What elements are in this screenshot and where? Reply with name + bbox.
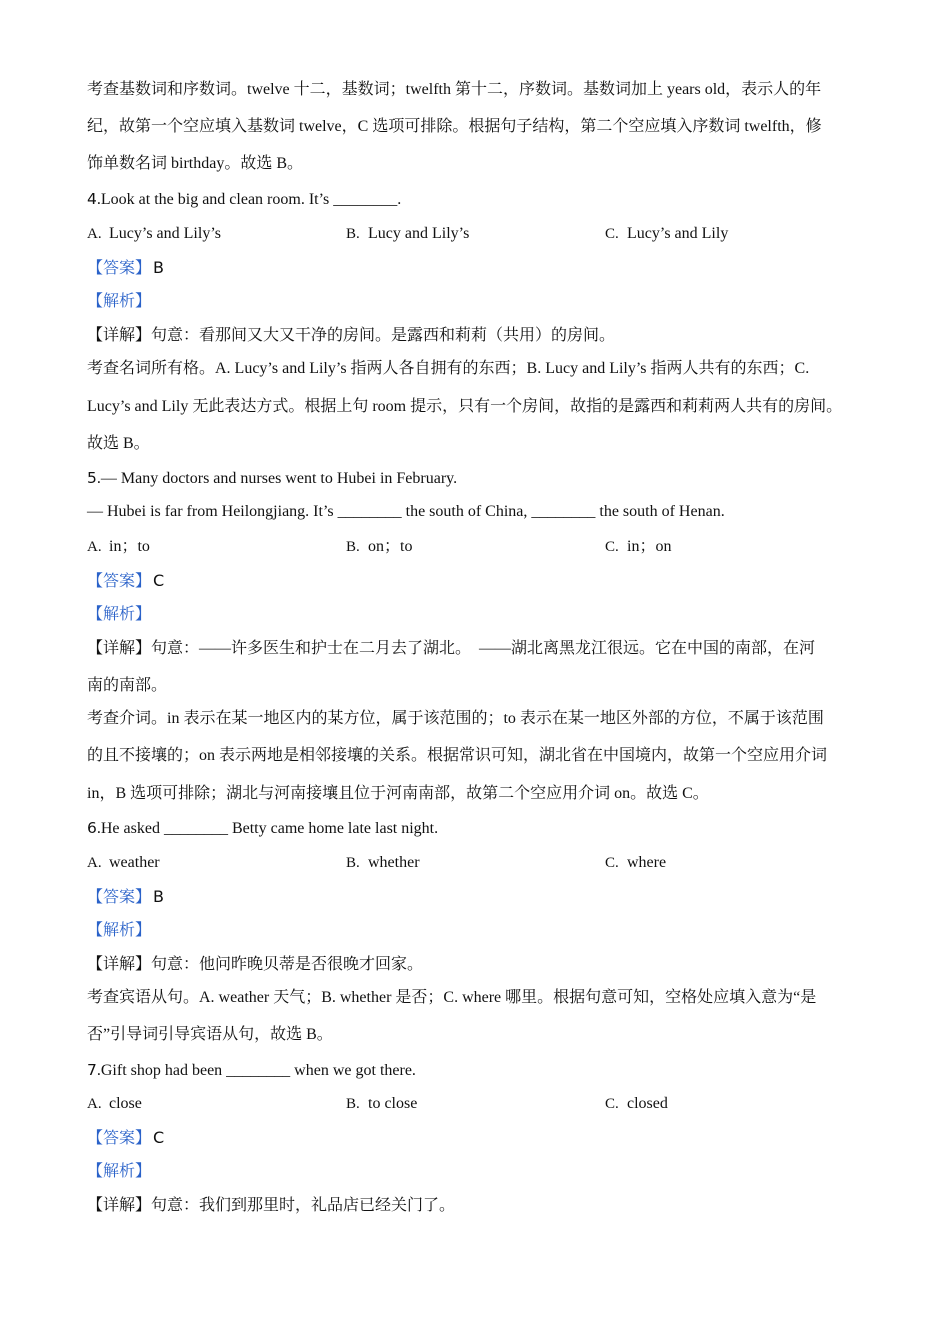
option-text: on；to: [368, 538, 413, 555]
answer-value: B: [153, 258, 164, 277]
question-5-stem-2: — Hubei is far from Heilongjiang. It’s ________ the south of China, ________ the south of Henan.: [87, 503, 725, 520]
option-text: in；on: [627, 538, 672, 555]
question-number: 4: [87, 190, 97, 208]
option-a: [87, 853, 160, 873]
option-c: [605, 537, 671, 557]
question-5-stem: [87, 468, 457, 489]
question-6-stem: [87, 818, 438, 839]
detail-line-7: [87, 1196, 455, 1216]
explain-6-line-2: 否”引导词引导宾语从句，故选 B。: [87, 1026, 333, 1043]
question-text: .— Many doctors and nurses went to Hubei in February.: [96, 470, 458, 487]
option-text: Lucy’s and Lily’s: [109, 225, 221, 242]
explain-5-line-2: 的且不接壤的；on 表示两地是相邻接壤的关系。根据常识可知，湖北省在中国境内，故第一个空应用介词: [87, 747, 828, 764]
answer-line-4: [87, 258, 164, 279]
option-text: in；to: [109, 538, 150, 555]
question-4-stem: [87, 189, 401, 210]
detail-label: 【详解】: [87, 640, 152, 657]
explain-6-line-1: 考查宾语从句。A. weather 天气；B. whether 是否；C. where 哪里。根据句意可知，空格处应填入意为“是: [87, 989, 817, 1006]
option-b: [346, 853, 420, 873]
answer-label: 【答案】: [87, 260, 152, 277]
detail-label: 【详解】: [87, 327, 152, 344]
question-number: 7: [87, 1061, 97, 1079]
option-letter: A.: [87, 539, 102, 555]
answer-value: C: [153, 1128, 165, 1147]
answer-line-5: [87, 571, 164, 592]
answer-label: 【答案】: [87, 573, 152, 590]
option-a: [87, 537, 150, 557]
option-letter: C.: [605, 226, 619, 242]
answer-label: 【答案】: [87, 1130, 152, 1147]
option-text: weather: [109, 854, 160, 871]
option-c: [605, 1094, 668, 1114]
option-text: Lucy and Lily’s: [368, 225, 470, 242]
explain-5-line-1: 考查介词。in 表示在某一地区内的某方位，属于该范围的；to 表示在某一地区外部的方位，不属于该范围: [87, 710, 824, 727]
answer-line-7: [87, 1128, 164, 1149]
analysis-label-7: 【解析】: [87, 1163, 152, 1180]
answer-value: C: [153, 571, 165, 590]
option-b: [346, 224, 469, 244]
option-letter: B.: [346, 539, 360, 555]
option-letter: A.: [87, 226, 102, 242]
question-7-stem: [87, 1060, 416, 1081]
option-c: [605, 224, 728, 244]
detail-line-6: [87, 955, 423, 975]
intro-line-2: 纪，故第一个空应填入基数词 twelve，C 选项可排除。根据句子结构，第二个空应填入序数词 twelfth，修: [87, 118, 822, 135]
option-letter: A.: [87, 1096, 102, 1112]
option-text: closed: [627, 1095, 668, 1112]
detail-text: 句意：看那间又大又干净的房间。是露西和莉莉（共用）的房间。: [151, 327, 616, 344]
detail-line-4: [87, 326, 615, 346]
option-letter: A.: [87, 855, 102, 871]
option-letter: B.: [346, 855, 360, 871]
option-a: [87, 224, 221, 244]
question-text: .He asked ________ Betty came home late last night.: [96, 820, 439, 837]
question-number: 6: [87, 819, 97, 837]
explain-5-line-3: in，B 选项可排除；湖北与河南接壤且位于河南南部，故第二个空应用介词 on。故选 C。: [87, 785, 709, 802]
question-text: .Gift shop had been ________ when we got there.: [96, 1062, 416, 1079]
analysis-label-6: 【解析】: [87, 922, 152, 939]
option-letter: C.: [605, 1096, 619, 1112]
analysis-label-4: 【解析】: [87, 293, 152, 310]
detail-label: 【详解】: [87, 1197, 152, 1214]
intro-line-1: 考查基数词和序数词。twelve 十二，基数词；twelfth 第十二，序数词。基数词加上 years old，表示人的年: [87, 81, 822, 98]
answer-line-6: [87, 887, 164, 908]
detail-text: 句意：——许多医生和护士在二月去了湖北。 ——湖北离黑龙江很远。它在中国的南部，在河: [151, 640, 816, 657]
detail-line-5b: 南的南部。: [87, 677, 168, 694]
option-b: [346, 1094, 417, 1114]
explain-4-line-3: 故选 B。: [87, 435, 150, 452]
option-text: Lucy’s and Lily: [627, 225, 729, 242]
explain-4-line-2: Lucy’s and Lily 无此表达方式。根据上句 room 提示，只有一个房间，故指的是露西和莉莉两人共有的房间。: [87, 398, 843, 415]
question-text: .Look at the big and clean room. It’s ________.: [96, 191, 402, 208]
option-letter: C.: [605, 539, 619, 555]
detail-text: 句意：我们到那里时，礼品店已经关门了。: [151, 1197, 456, 1214]
option-text: whether: [368, 854, 420, 871]
option-letter: B.: [346, 1096, 360, 1112]
explain-4-line-1: 考查名词所有格。A. Lucy’s and Lily’s 指两人各自拥有的东西；B. Lucy and Lily’s 指两人共有的东西；C.: [87, 360, 810, 377]
question-number: 5: [87, 469, 97, 487]
detail-line-5: [87, 639, 815, 659]
detail-text: 句意：他问昨晚贝蒂是否很晚才回家。: [151, 956, 424, 973]
option-text: close: [109, 1095, 142, 1112]
option-letter: C.: [605, 855, 619, 871]
option-text: to close: [368, 1095, 418, 1112]
option-text: where: [627, 854, 667, 871]
option-c: [605, 853, 666, 873]
option-b: [346, 537, 412, 557]
detail-label: 【详解】: [87, 956, 152, 973]
answer-label: 【答案】: [87, 889, 152, 906]
option-letter: B.: [346, 226, 360, 242]
option-a: [87, 1094, 142, 1114]
intro-line-3: 饰单数名词 birthday。故选 B。: [87, 155, 303, 172]
analysis-label-5: 【解析】: [87, 606, 152, 623]
answer-value: B: [153, 887, 164, 906]
